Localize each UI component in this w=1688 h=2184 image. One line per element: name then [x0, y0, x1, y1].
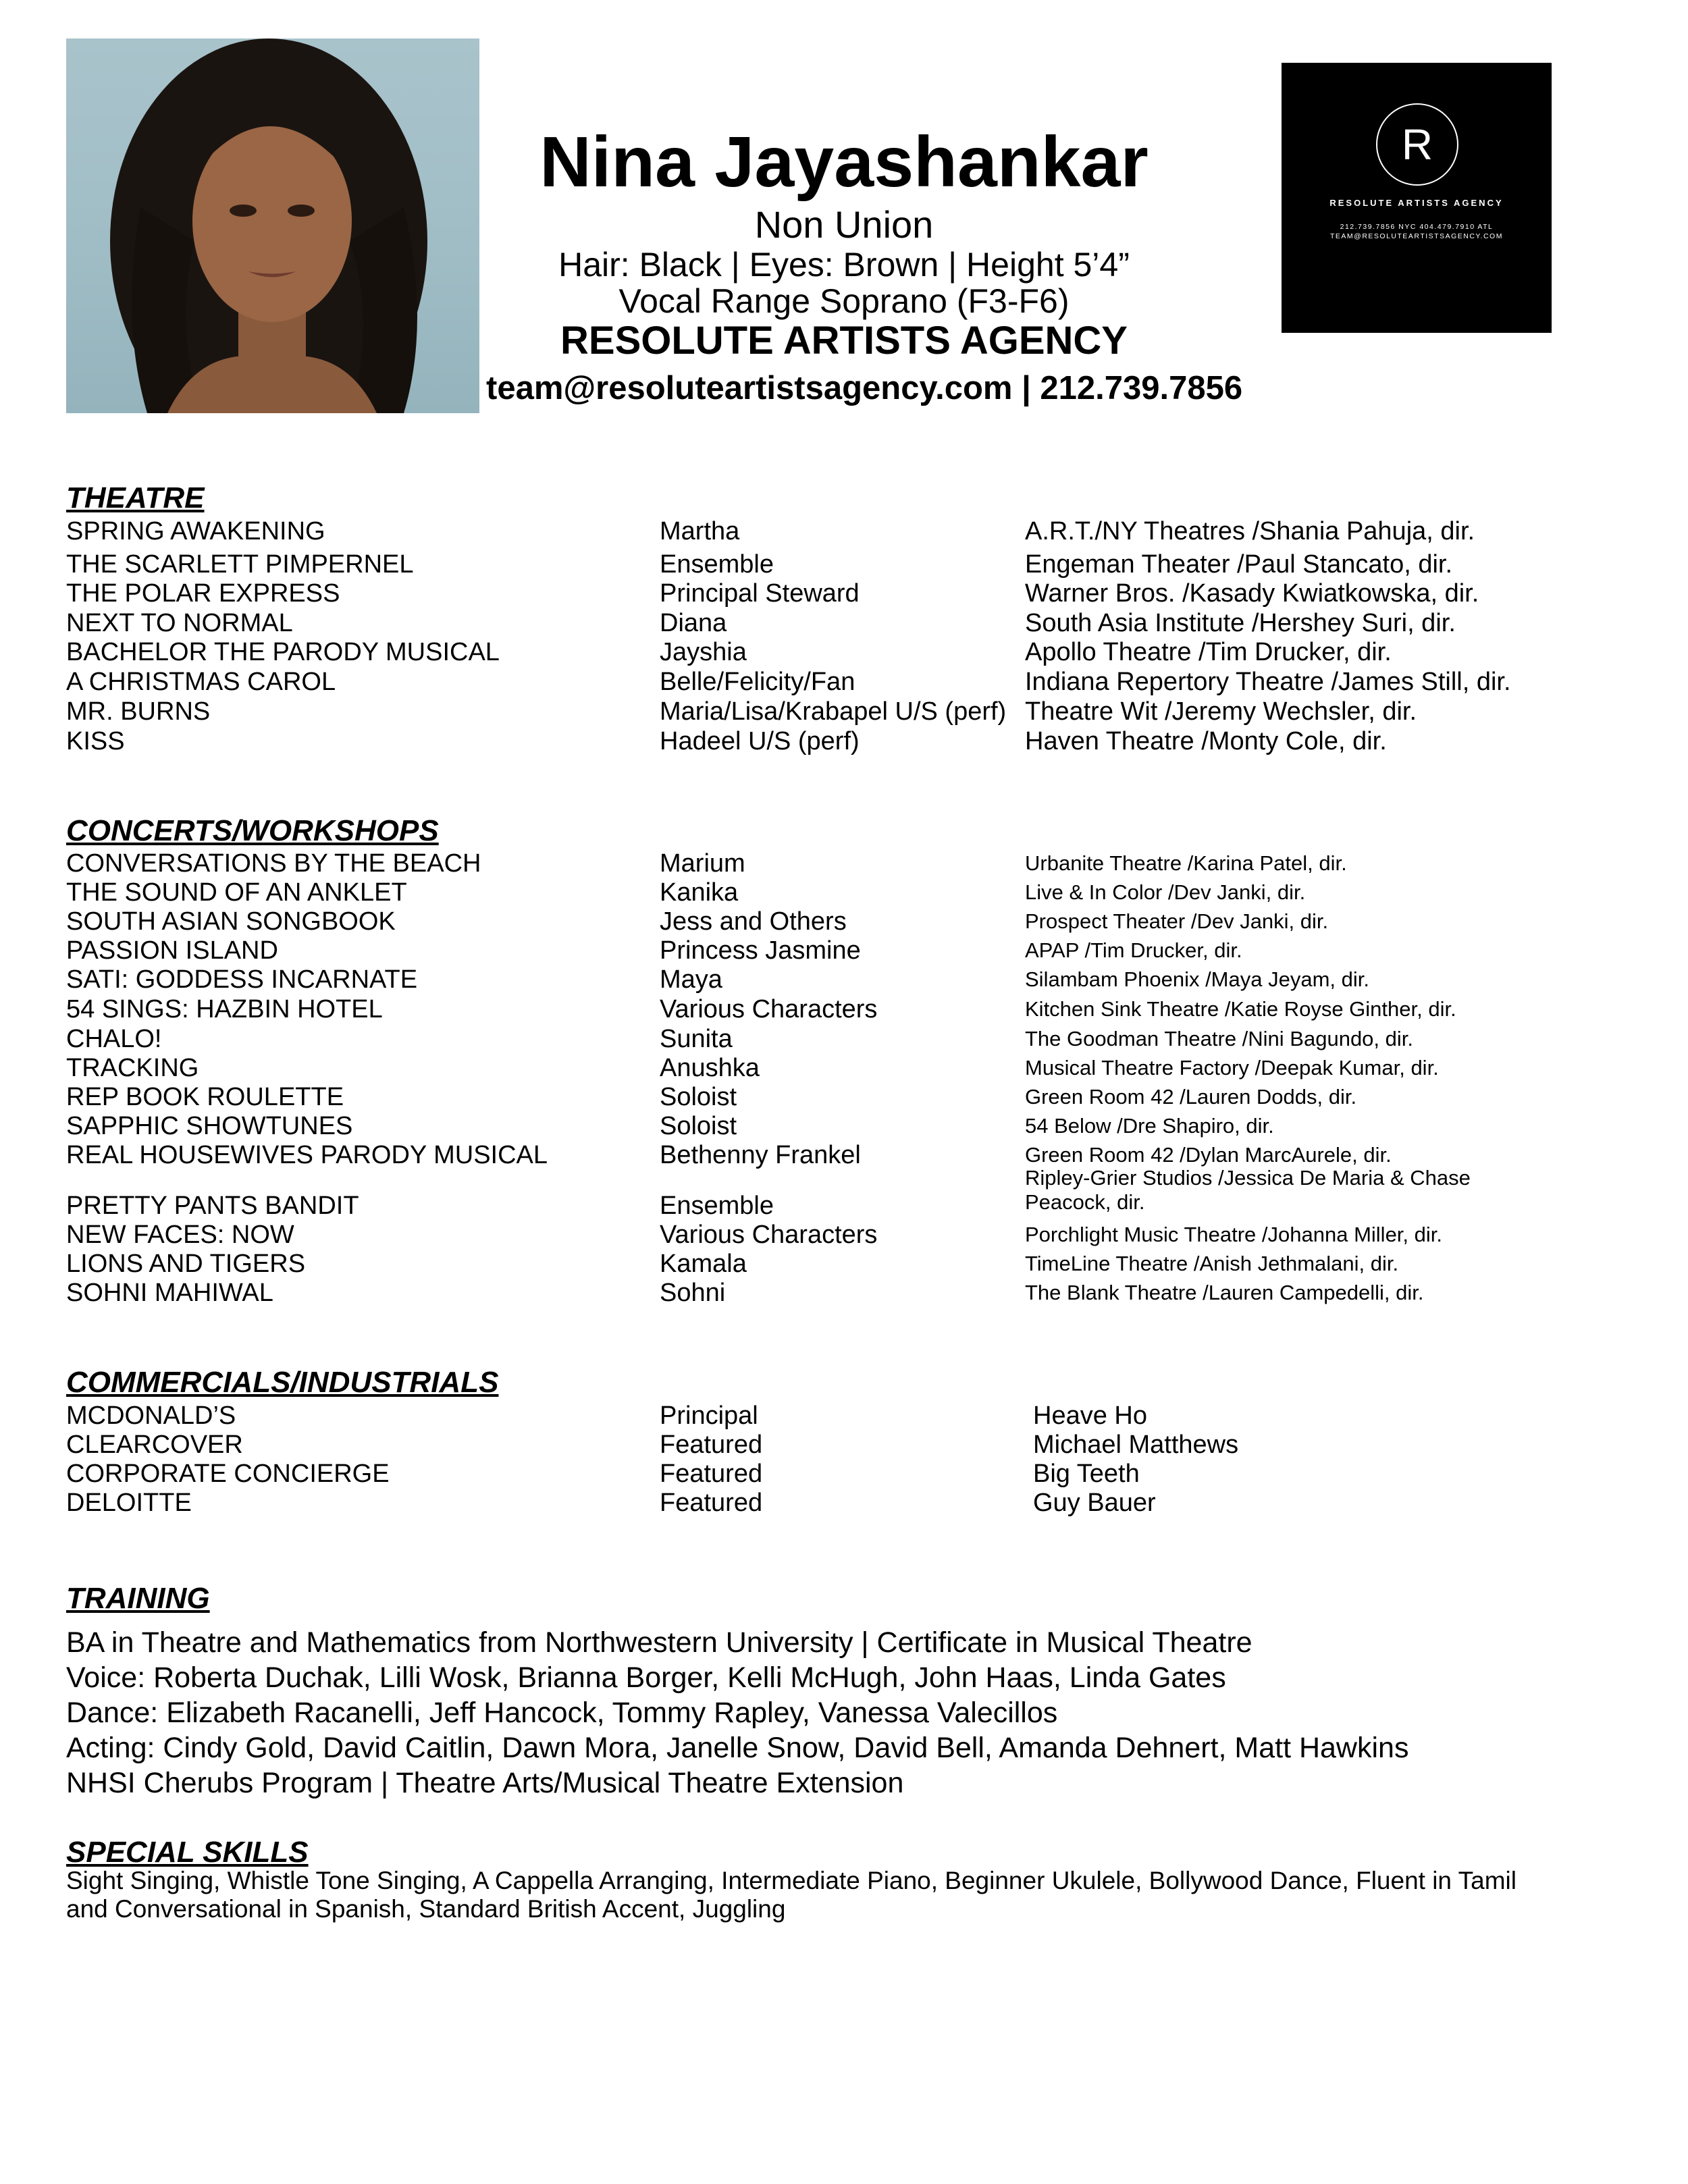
credit-role: Maria/Lisa/Krabapel U/S (perf) — [660, 697, 1007, 726]
section-title-concerts: CONCERTS/WORKSHOPS — [66, 814, 439, 847]
credit-venue: A.R.T./NY Theatres /Shania Pahuja, dir. — [1025, 517, 1475, 545]
credit-show: THE SOUND OF AN ANKLET — [66, 878, 407, 907]
training-line: NHSI Cherubs Program | Theatre Arts/Musical Theatre Extension — [66, 1767, 904, 1799]
credit-venue: Silambam Phoenix /Maya Jeyam, dir. — [1025, 967, 1369, 991]
vocal-range: Vocal Range Soprano (F3-F6) — [618, 282, 1070, 320]
credit-role: Principal — [660, 1402, 758, 1430]
credit-role: Sunita — [660, 1025, 733, 1053]
credit-director: Michael Matthews — [1033, 1431, 1239, 1459]
credit-show: TRACKING — [66, 1054, 199, 1082]
credit-role: Jess and Others — [660, 907, 847, 936]
skills-text: Sight Singing, Whistle Tone Singing, A Cappella Arranging, Intermediate Piano, Beginner Ukulele, Bollywood Dance, Fluent in Tamil and Conversational in Spanish, Standard British Accent, Juggling — [66, 1867, 1516, 1923]
credit-row — [0, 995, 1688, 1025]
credit-row — [0, 1083, 1688, 1113]
credit-row — [0, 1112, 1688, 1142]
credit-venue: South Asia Institute /Hershey Suri, dir. — [1025, 609, 1456, 637]
credit-row — [0, 638, 1688, 668]
credit-role: Soloist — [660, 1083, 737, 1111]
credit-show: CLEARCOVER — [66, 1431, 243, 1459]
logo-r-mark: R — [1376, 103, 1458, 186]
credit-show: CORPORATE CONCIERGE — [66, 1460, 390, 1488]
credit-venue: Theatre Wit /Jeremy Wechsler, dir. — [1025, 697, 1417, 726]
credit-role: Jayshia — [660, 638, 747, 666]
credit-venue: Porchlight Music Theatre /Johanna Miller, dir. — [1025, 1223, 1443, 1246]
credit-row — [0, 697, 1688, 727]
credit-role: Marium — [660, 849, 745, 878]
credit-venue: Green Room 42 /Dylan MarcAurele, dir. — [1025, 1143, 1392, 1167]
credit-show: REAL HOUSEWIVES PARODY MUSICAL — [66, 1141, 548, 1169]
credit-row — [0, 550, 1688, 580]
section-title-theatre: THEATRE — [66, 481, 205, 514]
credit-row — [0, 878, 1688, 908]
credit-role: Featured — [660, 1431, 763, 1459]
physical-stats: Hair: Black | Eyes: Brown | Height 5’4” — [558, 246, 1130, 284]
credit-role: Belle/Felicity/Fan — [660, 668, 855, 696]
agency-logo — [1282, 63, 1552, 333]
credit-show: CHALO! — [66, 1025, 162, 1053]
credit-venue: Ripley-Grier Studios /Jessica De Maria & Chase Peacock, dir. — [1025, 1166, 1471, 1214]
actor-name: Nina Jayashankar — [539, 122, 1149, 202]
credit-venue: TimeLine Theatre /Anish Jethmalani, dir. — [1025, 1252, 1399, 1275]
agency-contact[interactable]: team@resoluteartistsagency.com | 212.739.7856 — [486, 370, 1243, 406]
credit-row — [0, 1166, 1688, 1221]
credit-venue: Musical Theatre Factory /Deepak Kumar, dir. — [1025, 1056, 1439, 1080]
section-title-skills: SPECIAL SKILLS — [66, 1836, 309, 1869]
credit-row — [0, 936, 1688, 966]
credit-show: SPRING AWAKENING — [66, 517, 325, 545]
credit-role: Bethenny Frankel — [660, 1141, 861, 1169]
credit-show: THE SCARLETT PIMPERNEL — [66, 550, 414, 579]
credit-show: DELOITTE — [66, 1489, 192, 1517]
credit-show: REP BOOK ROULETTE — [66, 1083, 344, 1111]
credit-show: SOUTH ASIAN SONGBOOK — [66, 907, 396, 936]
training-line: Voice: Roberta Duchak, Lilli Wosk, Brianna Borger, Kelli McHugh, John Haas, Linda Gates — [66, 1661, 1226, 1694]
credit-row — [0, 1431, 1688, 1460]
headshot-photo — [66, 38, 479, 413]
credit-show: NEXT TO NORMAL — [66, 609, 293, 637]
credit-venue: 54 Below /Dre Shapiro, dir. — [1025, 1114, 1274, 1138]
agency-name: RESOLUTE ARTISTS AGENCY — [560, 319, 1128, 363]
credit-role: Various Characters — [660, 995, 878, 1023]
credit-role: Soloist — [660, 1112, 737, 1140]
section-title-commercials: COMMERCIALS/INDUSTRIALS — [66, 1366, 499, 1399]
credit-row — [0, 1489, 1688, 1518]
credit-venue: Green Room 42 /Lauren Dodds, dir. — [1025, 1085, 1357, 1109]
credit-show: BACHELOR THE PARODY MUSICAL — [66, 638, 500, 666]
training-line: Dance: Elizabeth Racanelli, Jeff Hancock, Tommy Rapley, Vanessa Valecillos — [66, 1697, 1058, 1729]
credit-show: CONVERSATIONS BY THE BEACH — [66, 849, 481, 878]
credit-venue: The Blank Theatre /Lauren Campedelli, dir. — [1025, 1281, 1424, 1304]
credit-row — [0, 609, 1688, 639]
credit-role: Ensemble — [660, 550, 774, 579]
credit-venue: Haven Theatre /Monty Cole, dir. — [1025, 727, 1387, 755]
credit-row — [0, 517, 1688, 547]
credit-row — [0, 1460, 1688, 1489]
logo-agency-name: RESOLUTE ARTISTS AGENCY — [1329, 198, 1504, 208]
credit-row — [0, 907, 1688, 937]
credit-show: SOHNI MAHIWAL — [66, 1279, 273, 1307]
credit-venue: The Goodman Theatre /Nini Bagundo, dir. — [1025, 1027, 1413, 1050]
credit-venue: Urbanite Theatre /Karina Patel, dir. — [1025, 851, 1347, 875]
credit-role: Kamala — [660, 1250, 747, 1278]
credit-row — [0, 1054, 1688, 1084]
credit-venue: Apollo Theatre /Tim Drucker, dir. — [1025, 638, 1392, 666]
credit-role: Kanika — [660, 878, 739, 907]
credit-role: Anushka — [660, 1054, 760, 1082]
training-line: BA in Theatre and Mathematics from Northwestern University | Certificate in Musical Theatre — [66, 1626, 1252, 1659]
credit-row — [0, 1025, 1688, 1055]
credit-show: 54 SINGS: HAZBIN HOTEL — [66, 995, 383, 1023]
credit-show: THE POLAR EXPRESS — [66, 579, 340, 608]
logo-phones: 212.739.7856 NYC 404.479.7910 ATL — [1340, 223, 1494, 231]
credit-row — [0, 579, 1688, 609]
credit-row — [0, 1250, 1688, 1279]
credit-role: Sohni — [660, 1279, 726, 1307]
credit-role: Maya — [660, 965, 722, 994]
credit-role: Various Characters — [660, 1221, 878, 1249]
credit-venue: APAP /Tim Drucker, dir. — [1025, 938, 1242, 962]
training-line: Acting: Cindy Gold, David Caitlin, Dawn Mora, Janelle Snow, David Bell, Amanda Dehnert, Matt Hawkins — [66, 1732, 1409, 1764]
section-title-training: TRAINING — [66, 1582, 210, 1615]
credit-show: A CHRISTMAS CAROL — [66, 668, 336, 696]
credit-show: PASSION ISLAND — [66, 936, 278, 965]
credit-venue: Kitchen Sink Theatre /Katie Royse Ginther, dir. — [1025, 997, 1456, 1021]
credit-show: LIONS AND TIGERS — [66, 1250, 306, 1278]
credit-role: Diana — [660, 609, 727, 637]
credit-row — [0, 965, 1688, 995]
credit-director: Heave Ho — [1033, 1402, 1147, 1430]
credit-role: Featured — [660, 1489, 763, 1517]
union-status: Non Union — [754, 203, 934, 246]
credit-venue: Indiana Repertory Theatre /James Still, dir. — [1025, 668, 1511, 696]
credit-role: Hadeel U/S (perf) — [660, 727, 860, 755]
credit-director: Guy Bauer — [1033, 1489, 1156, 1517]
credit-role: Featured — [660, 1460, 763, 1488]
credit-show: MCDONALD’S — [66, 1402, 236, 1430]
credit-role: Princess Jasmine — [660, 936, 861, 965]
credit-show: KISS — [66, 727, 125, 755]
credit-row — [0, 1402, 1688, 1431]
credit-venue: Prospect Theater /Dev Janki, dir. — [1025, 909, 1329, 933]
credit-role: Principal Steward — [660, 579, 860, 608]
credit-row — [0, 727, 1688, 757]
credit-row — [0, 668, 1688, 697]
credit-role: Ensemble — [660, 1192, 774, 1220]
credit-show: PRETTY PANTS BANDIT — [66, 1192, 359, 1220]
credit-director: Big Teeth — [1033, 1460, 1140, 1488]
credit-show: MR. BURNS — [66, 697, 211, 726]
credit-venue: Engeman Theater /Paul Stancato, dir. — [1025, 550, 1453, 579]
credit-show: SATI: GODDESS INCARNATE — [66, 965, 418, 994]
credit-show: SAPPHIC SHOWTUNES — [66, 1112, 353, 1140]
credit-venue: Warner Bros. /Kasady Kwiatkowska, dir. — [1025, 579, 1479, 608]
logo-contact — [1282, 222, 1552, 241]
credit-venue: Live & In Color /Dev Janki, dir. — [1025, 880, 1306, 904]
credit-row — [0, 1279, 1688, 1308]
credit-role: Martha — [660, 517, 740, 545]
credit-show: NEW FACES: NOW — [66, 1221, 294, 1249]
credit-row — [0, 1221, 1688, 1250]
credit-row — [0, 849, 1688, 879]
logo-email: TEAM@RESOLUTEARTISTSAGENCY.COM — [1330, 232, 1503, 240]
